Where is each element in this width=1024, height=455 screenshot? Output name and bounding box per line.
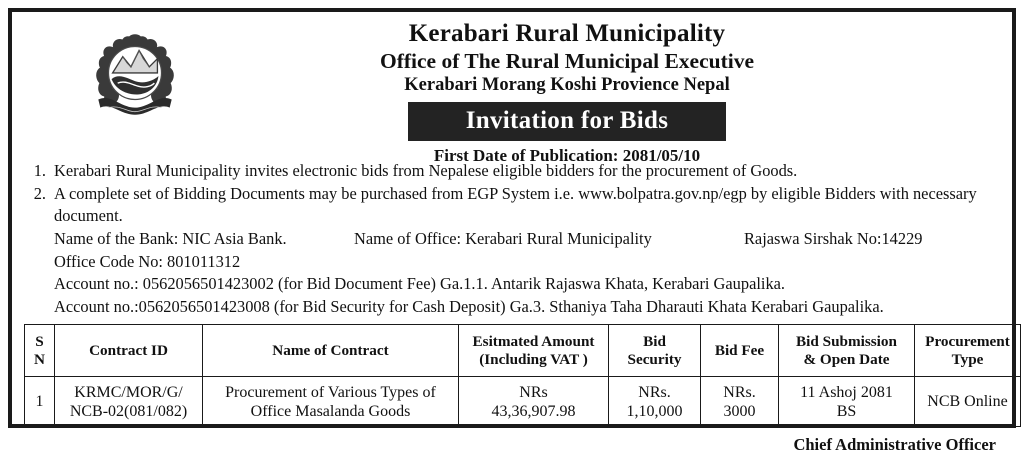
cell-procurement-type: NCB Online bbox=[915, 377, 1021, 427]
table-header-row bbox=[25, 325, 1021, 377]
amount-line-2: (Including VAT ) bbox=[479, 350, 588, 368]
bids-table bbox=[24, 324, 1021, 427]
column-header-name-of-contract: Name of Contract bbox=[203, 325, 459, 377]
column-header-bid-fee: Bid Fee bbox=[701, 325, 779, 377]
submission-line-2: & Open Date bbox=[803, 350, 890, 368]
sn-line-1: S bbox=[35, 332, 44, 350]
clause-item bbox=[28, 183, 998, 228]
header-text-block bbox=[162, 12, 972, 166]
bank-name: Name of the Bank: NIC Asia Bank. bbox=[54, 228, 287, 248]
cell-sn: 1 bbox=[25, 377, 55, 427]
document-header bbox=[12, 12, 1012, 165]
document-body bbox=[12, 160, 1012, 318]
amount-value: 43,36,907.98 bbox=[491, 402, 576, 420]
bids-table-container bbox=[12, 318, 1012, 427]
nepal-national-emblem-icon bbox=[84, 22, 186, 128]
notice-frame bbox=[8, 8, 1016, 455]
column-header-bid-submission-open-date bbox=[779, 325, 915, 377]
procurement-line-2: Type bbox=[951, 350, 984, 368]
procurement-line-1: Procurement bbox=[925, 332, 1010, 350]
column-header-sn bbox=[25, 325, 55, 377]
security-line-2: Security bbox=[627, 350, 682, 368]
date-line-1: 11 Ashoj 2081 bbox=[800, 383, 893, 401]
amount-line-1: Esitmated Amount bbox=[472, 332, 595, 350]
cell-bid-submission-open-date bbox=[779, 377, 915, 427]
date-line-2: BS bbox=[836, 402, 857, 420]
cell-bid-fee bbox=[701, 377, 779, 427]
office-code-line: Office Code No: 801011312 bbox=[54, 251, 241, 271]
organization-name: Kerabari Rural Municipality bbox=[408, 20, 726, 47]
fee-currency: NRs. bbox=[723, 383, 756, 401]
contract-name-line-1: Procurement of Various Types of bbox=[225, 383, 436, 401]
column-header-contract-id: Contract ID bbox=[55, 325, 203, 377]
fee-value: 3000 bbox=[723, 402, 756, 420]
sn-line-2: N bbox=[34, 350, 45, 368]
office-name: Office of The Rural Municipal Executive bbox=[379, 49, 755, 73]
banner-container bbox=[162, 102, 972, 141]
account-no-bid-document-fee: Account no.: 0562056501423002 (for Bid Document Fee) Ga.1.1. Antarik Rajaswa Khata, Kerabari Gaupalika. bbox=[54, 274, 786, 294]
publication-date: First Date of Publication: 2081/05/10 bbox=[433, 145, 701, 165]
submission-line-1: Bid Submission bbox=[796, 332, 897, 350]
column-header-procurement-type bbox=[915, 325, 1021, 377]
column-header-bid-security bbox=[609, 325, 701, 377]
contract-id-line-2: NCB-02(081/082) bbox=[69, 402, 188, 420]
clause-number: 1. bbox=[33, 161, 46, 180]
clause-text: A complete set of Bidding Documents may be purchased from EGP System i.e. www.bolpatra.gov.np/egp by eligible Bidders with necessary document. bbox=[54, 183, 977, 226]
clause-text: Kerabari Rural Municipality invites electronic bids from Nepalese eligible bidders for the procurement of Goods. bbox=[54, 161, 798, 180]
cell-contract-id bbox=[55, 377, 203, 427]
security-value: 1,10,000 bbox=[626, 402, 683, 420]
account-no-bid-security: Account no.:0562056501423008 (for Bid Security for Cash Deposit) Ga.3. Sthaniya Taha Dharauti Khata Kerabari Gaupalika. bbox=[54, 296, 884, 316]
cell-name-of-contract bbox=[203, 377, 459, 427]
cell-bid-security bbox=[609, 377, 701, 427]
office-name-detail: Name of Office: Kerabari Rural Municipality bbox=[354, 228, 652, 248]
clause-number: 2. bbox=[33, 183, 46, 203]
column-header-estimated-amount bbox=[459, 325, 609, 377]
contract-id-line-1: KRMC/MOR/G/ bbox=[74, 383, 183, 401]
invitation-banner-title: Invitation for Bids bbox=[408, 102, 727, 141]
security-currency: NRs. bbox=[638, 383, 671, 401]
contract-name-line-2: Office Masalanda Goods bbox=[250, 402, 411, 420]
bank-office-line bbox=[28, 228, 998, 251]
amount-currency: NRs bbox=[519, 383, 548, 401]
table-row bbox=[25, 377, 1021, 427]
rajaswa-sirshak-no: Rajaswa Sirshak No:14229 bbox=[744, 228, 923, 248]
security-line-1: Bid bbox=[643, 332, 666, 350]
office-address: Kerabari Morang Koshi Provience Nepal bbox=[404, 74, 730, 95]
cell-estimated-amount bbox=[459, 377, 609, 427]
signatory-title: Chief Administrative Officer bbox=[793, 435, 996, 455]
